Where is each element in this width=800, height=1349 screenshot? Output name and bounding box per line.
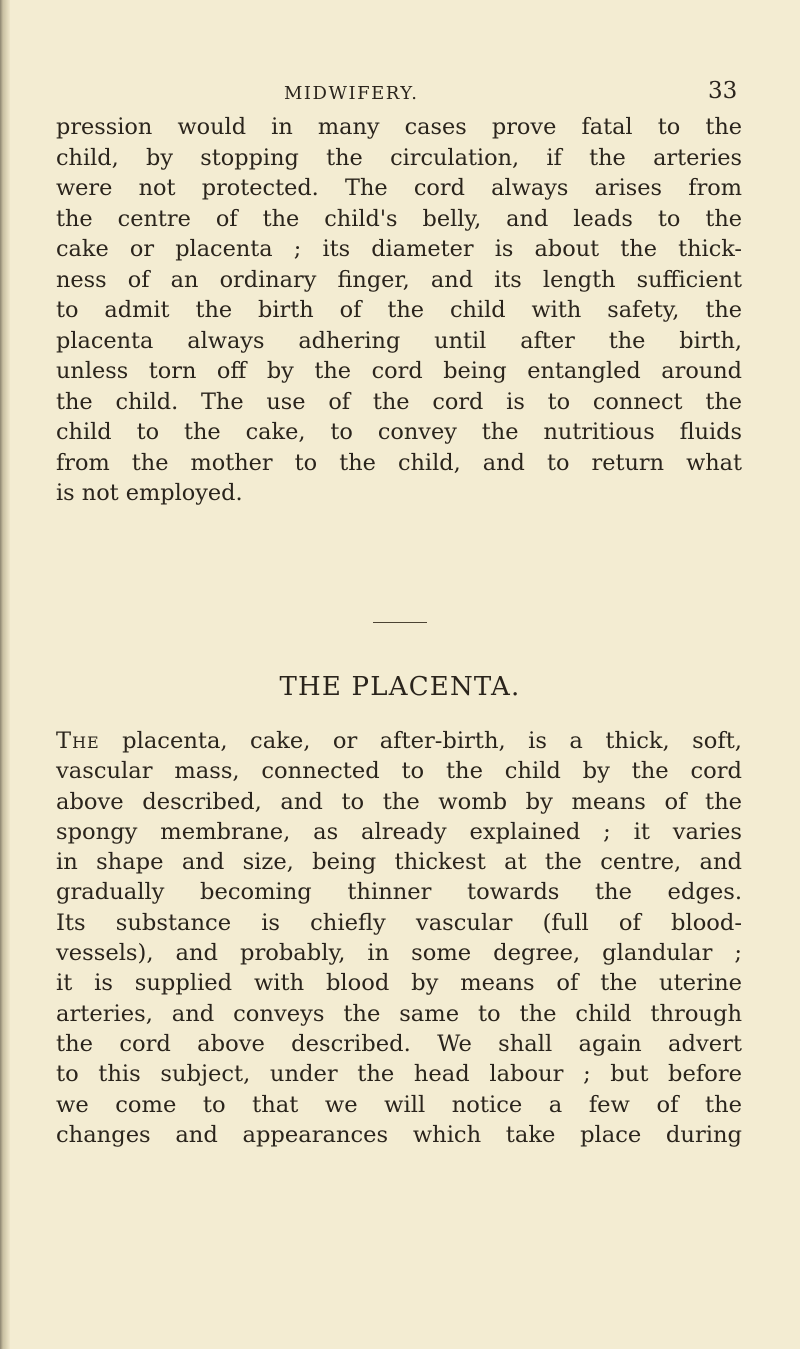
paragraph-placenta (56, 726, 742, 1150)
text-line: changes and appearances which take place during (56, 1121, 742, 1148)
text-line: pression would in many cases prove fatal to the (56, 114, 742, 140)
text-line: were not protected. The cord always arises from (56, 175, 742, 201)
text-line: cake or placenta ; its diameter is about the thick- (56, 236, 742, 262)
text-line: from the mother to the child, and to return what (56, 449, 742, 476)
running-head (0, 78, 800, 108)
text-line: child to the cake, to convey the nutritious fluids (56, 419, 742, 445)
text-line: child, by stopping the circulation, if the arteries (56, 144, 742, 171)
text-line: it is supplied with blood by means of the uterine (56, 970, 742, 997)
drop-word: The (56, 728, 100, 754)
text-line: the centre of the child's belly, and leads to the (56, 205, 742, 232)
text-line: we come to that we will notice a few of the (56, 1091, 742, 1118)
text-line: placenta always adhering until after the birth, (56, 327, 742, 354)
text-line: the cord above described. We shall again advert (56, 1030, 742, 1057)
text-line: in shape and size, being thickest at the centre, and (56, 849, 742, 876)
text-line: is not employed. (56, 480, 243, 506)
text-line: vascular mass, connected to the child by the cord (56, 758, 742, 785)
text-line-rest: placenta, cake, or after-birth, is a thick, soft, (99, 728, 742, 754)
text-line: spongy membrane, as already explained ; it varies (56, 818, 742, 845)
text-line: to this subject, under the head labour ; but before (56, 1061, 742, 1088)
section-divider-rule (373, 622, 427, 623)
text-line: gradually becoming thinner towards the edges. (56, 879, 742, 906)
text-line: ness of an ordinary finger, and its length sufficient (56, 266, 742, 293)
text-line: arteries, and conveys the same to the child through (56, 1000, 742, 1027)
text-line: unless torn off by the cord being entangled around (56, 358, 742, 384)
text-line: the child. The use of the cord is to connect the (56, 388, 742, 415)
text-line: Its substance is chiefly vascular (full of blood- (56, 909, 742, 936)
page-number: 33 (708, 78, 738, 104)
paragraph-cord (56, 112, 742, 509)
text-line: to admit the birth of the child with safety, the (56, 297, 742, 323)
text-line-first (56, 726, 742, 756)
running-head-title: MIDWIFERY. (284, 83, 419, 104)
text-line: above described, and to the womb by means of the (56, 788, 742, 815)
text-line: vessels), and probably, in some degree, glandular ; (56, 940, 742, 967)
section-heading: THE PLACENTA. (279, 672, 521, 702)
